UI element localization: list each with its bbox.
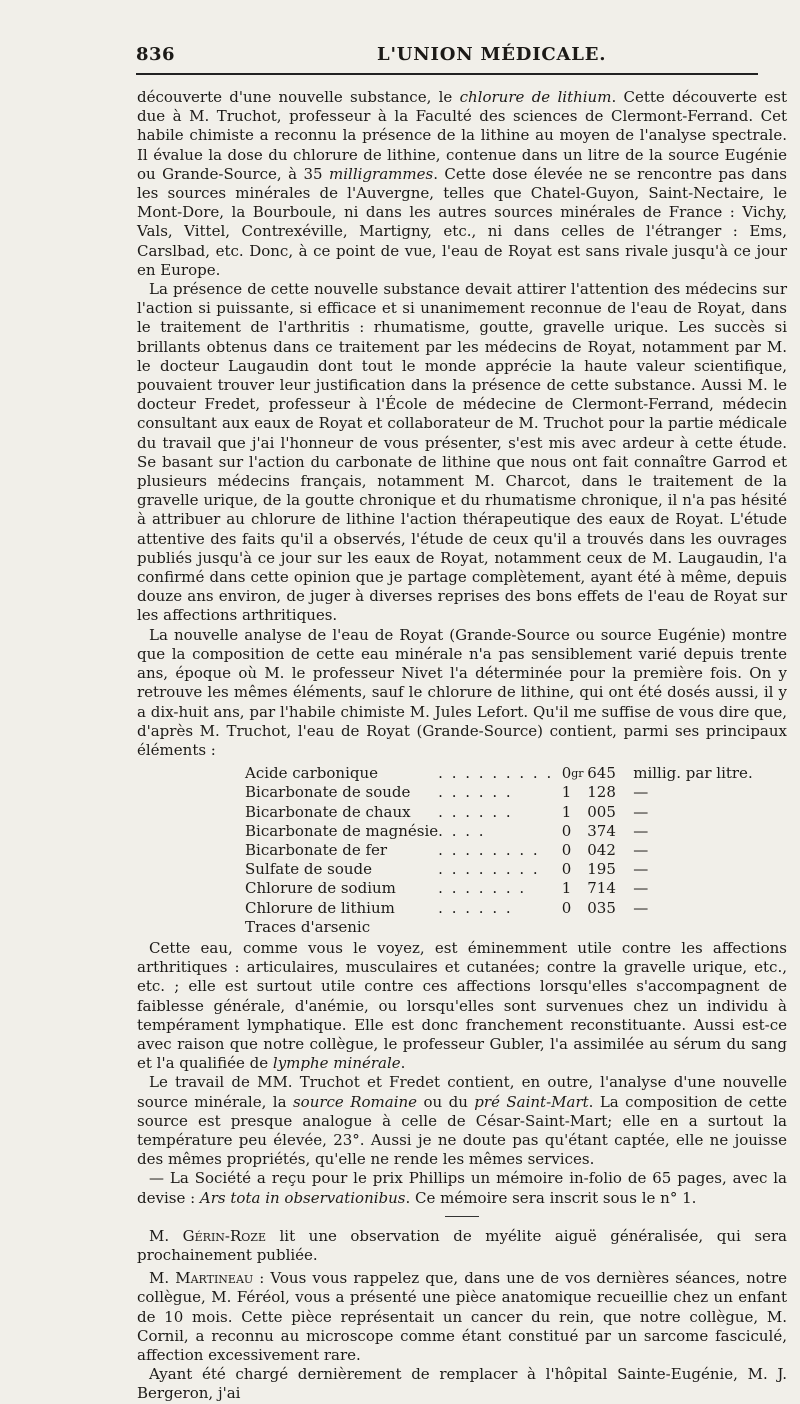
paragraph-8 (137, 1269, 787, 1365)
italic-run: source Romaine (292, 1092, 418, 1111)
paragraph-4 (137, 939, 787, 1073)
grams-value: 0 (561, 860, 572, 879)
grams-unit (571, 822, 587, 841)
speaker-name: M. Martineau (149, 1269, 254, 1288)
text-run: découverte d'une nouvelle substance, le (137, 88, 460, 106)
grams-value: 0 (561, 898, 572, 917)
header-rule (136, 73, 758, 75)
text-run: . Cette découverte est due à M. Truchot, professeur à la Faculté des sciences de Clermont-Ferrand. Cet habile chimiste a reconnu la présence de la lithine au moyen de l'analyse spectrale. Il évalue la dose du chlorure de lithine, contenue dans un litre de la source Eugénie ou Grande-Source, à 35 (137, 88, 788, 183)
leader-dots: . . . . . . (438, 783, 513, 802)
leader-dots: . . . . . . . . (438, 840, 540, 859)
milligrams-value: 645 (587, 764, 616, 783)
page-header (136, 44, 758, 70)
grams-unit: gr (571, 767, 584, 781)
journal-title: L'UNION MÉDICALE. (377, 44, 607, 65)
text-run: . Cette dose élevée ne se rencontre pas dans les sources minérales de l'Auvergne, telles que Chatel-Guyon, Saint-Nectaire, le Mont-Dore, la Bourboule, ni dans les autres sources minérales de France : Vichy, Vals, Vittel, Contrexéville, Martigny, etc., ni dans celles de l'étranger : Ems, Carslbad, etc. Donc, à ce point de vue, l'eau de Royat est sans rivale jusqu'à ce jour en Europe. (137, 164, 787, 279)
grams-unit (571, 918, 587, 937)
milligrams-value (587, 918, 627, 937)
leader-dots: . . . . . . . . (438, 860, 540, 879)
grams-value: 1 (561, 879, 572, 898)
leader-dots: . . . . (438, 821, 486, 840)
italic-run: chlorure de lithium (459, 88, 612, 106)
paragraph-2: La présence de cette nouvelle substance devait attirer l'attention des médecins sur l'action si puissante, si efficace et si unanimement reconnue de l'eau de Royat, dans le traitement de l'arthritis : rhumatisme, goutte, gravelle urique. Les succès si brillants obtenus dans ce traitement par les médecins de Royat, notamment par M. le docteur Laugaudin dont tout le monde apprécie la haute valeur scientifique, pouvaient trouver leur justification dans la présence de cette substance. Aussi M. le docteur Fredet, professeur à l'École de médecine de Clermont-Ferrand, médecin consultant aux eaux de Royat et collaborateur de M. Truchot pour la partie médicale du travail que j'ai l'honneur de vous présenter, s'est mis avec ardeur à cette étude. Se basant sur l'action du carbonate de lithine que nous ont fait connaître Garrod et plusieurs médecins français, notamment M. Charcot, dans le traitement de la gravelle urique, de la goutte chronique et du rhumatisme chronique, il n'a pas hésité à attribuer au chlorure de lithine l'action thérapeutique des eaux de Royat. L'étude attentive des faits qu'il a observés, l'étude de ceux qu'il a trouvés dans les ouvrages publiés jusqu'à ce jour sur les eaux de Royat, notamment ceux de M. Laugaudin, l'a confirmé dans cette opinion que je partage complètement, ayant été à même, depuis douze ans environ, de juger à diverses reprises des bons effets de l'eau de Royat sur les affections arthritiques. (137, 280, 787, 625)
table-row (245, 783, 753, 802)
unit-label: — (633, 879, 649, 898)
component-name: Bicarbonate de fer (245, 840, 388, 859)
milligrams-value: 042 (587, 840, 616, 859)
component-name: Bicarbonate de chaux (245, 802, 411, 821)
italic-run: lymphe minérale (272, 1054, 401, 1073)
article-body (137, 88, 787, 1404)
grams-value: 0 (561, 840, 572, 859)
table-row (245, 860, 753, 879)
text-run: . La composition de cette source est presque analogue à celle de César-Saint-Mart; elle en a surtout la température peu élevée, 23°. Aussi je ne doute pas qu'étant captée, elle ne jouisse des mêmes propriétés, qu'elle ne rende les mêmes services. (137, 1092, 788, 1169)
milligrams-value: 128 (587, 783, 616, 802)
leader-dots: . . . . . . (438, 802, 513, 821)
paragraph-5 (137, 1073, 787, 1169)
grams-unit (571, 860, 587, 879)
italic-run: milligrammes (329, 164, 434, 183)
table-row (245, 764, 753, 783)
unit-label: — (633, 898, 649, 917)
unit-label: — (633, 783, 649, 802)
leader-dots: . . . . . . . (438, 879, 527, 898)
grams-unit (571, 803, 587, 822)
text-run: ou du (417, 1092, 475, 1111)
component-name: Chlorure de sodium (245, 879, 396, 898)
component-name: Bicarbonate de soude (245, 783, 411, 802)
paragraph-9: Ayant été chargé dernièrement de remplacer à l'hôpital Sainte-Eugénie, M. J. Bergeron, j'ai (137, 1365, 787, 1403)
paragraph-7 (137, 1227, 787, 1265)
component-name: Sulfate de soude (245, 860, 373, 879)
text-run: : Vous vous rappelez que, dans une de vos dernières séances, notre collègue, M. Féréol, vous a présenté une pièce anatomique recueillie chez un enfant de 10 mois. Cette pièce représentait un cancer du rein, que notre collègue, M. Cornil, a reconnu au microscope comme étant constitué par un sarcome fasciculé, affection excessivement rare. (137, 1269, 787, 1364)
speaker-name: M. Gérin-Roze (149, 1226, 266, 1245)
grams-value (553, 918, 571, 937)
text-run: . (400, 1054, 406, 1073)
text-run: Cette eau, comme vous le voyez, est éminemment utile contre les affections arthritiques : articulaires, musculaires et cutanées; contre la gravelle urique, etc., etc. ; elle est surtout utile contre ces affections lorsqu'elles s'accompagnent de faiblesse générale, d'anémie, ou lorsqu'elles sont survenues chez un individu à tempérament lymphatique. Elle est donc franchement reconstituante. Aussi est-ce avec raison que notre collègue, le professeur Gubler, l'a assimilée au sérum du sang et l'a qualifiée de (137, 938, 787, 1073)
milligrams-value: 035 (587, 898, 616, 917)
component-name: Acide carbonique (245, 764, 379, 783)
text-run: — La Société a reçu pour le prix Phillips un mémoire in-folio de 65 pages, avec la devise : (137, 1169, 787, 1207)
table-row (245, 822, 753, 841)
italic-run: pré Saint-Mart (474, 1092, 589, 1111)
component-name: Bicarbonate de magnésie (245, 821, 439, 840)
milligrams-value: 374 (587, 821, 616, 840)
leader-dots: . . . . . . (438, 898, 513, 917)
text-run: . Ce mémoire sera inscrit sous le n° 1. (405, 1188, 697, 1207)
table-row (245, 899, 753, 918)
text-run: Le travail de MM. Truchot et Fredet contient, en outre, l'analyse d'une nouvelle source minérale, la (137, 1073, 787, 1111)
leader-dots: . . . . . . . . . (438, 764, 554, 783)
page-number: 836 (136, 44, 176, 65)
italic-run: Ars tota in observationibus (199, 1188, 406, 1207)
unit-label: — (633, 821, 649, 840)
paragraph-6 (137, 1169, 787, 1207)
table-row (245, 803, 753, 822)
component-name: Chlorure de lithium (245, 898, 395, 917)
leader-dots (438, 918, 553, 937)
unit-label: — (633, 860, 649, 879)
unit-label: — (633, 840, 649, 859)
milligrams-value: 195 (587, 860, 616, 879)
section-divider (445, 1216, 479, 1217)
text-run: lit une observation de myélite aiguë généralisée, qui sera prochainement publiée. (137, 1226, 788, 1264)
unit-label (627, 918, 752, 937)
table-row (245, 918, 753, 937)
unit-label: millig. par litre. (633, 764, 753, 783)
grams-unit (571, 841, 587, 860)
grams-value: 1 (561, 802, 572, 821)
milligrams-value: 005 (587, 802, 616, 821)
paragraph-1 (137, 88, 787, 280)
grams-value: 0 (561, 821, 572, 840)
table-row (245, 841, 753, 860)
unit-label: — (633, 802, 649, 821)
grams-unit (571, 783, 587, 802)
grams-value: 0 (561, 764, 572, 783)
paragraph-3: La nouvelle analyse de l'eau de Royat (Grande-Source ou source Eugénie) montre que la composition de cette eau minérale n'a pas sensiblement varié depuis trente ans, époque où M. le professeur Nivet l'a déterminée pour la première fois. On y retrouve les mêmes éléments, sauf le chlorure de lithine, qui ont été dosés aussi, il y a dix-huit ans, par l'habile chimiste M. Jules Lefort. Qu'il me suffise de vous dire que, d'après M. Truchot, l'eau de Royat (Grande-Source) contient, parmi ses principaux éléments : (137, 625, 787, 759)
component-name: Traces d'arsenic (245, 917, 371, 936)
grams-value: 1 (561, 783, 572, 802)
milligrams-value: 714 (587, 879, 616, 898)
analysis-table (245, 764, 753, 937)
table-row (245, 879, 753, 898)
grams-unit (571, 899, 587, 918)
grams-unit (571, 879, 587, 898)
